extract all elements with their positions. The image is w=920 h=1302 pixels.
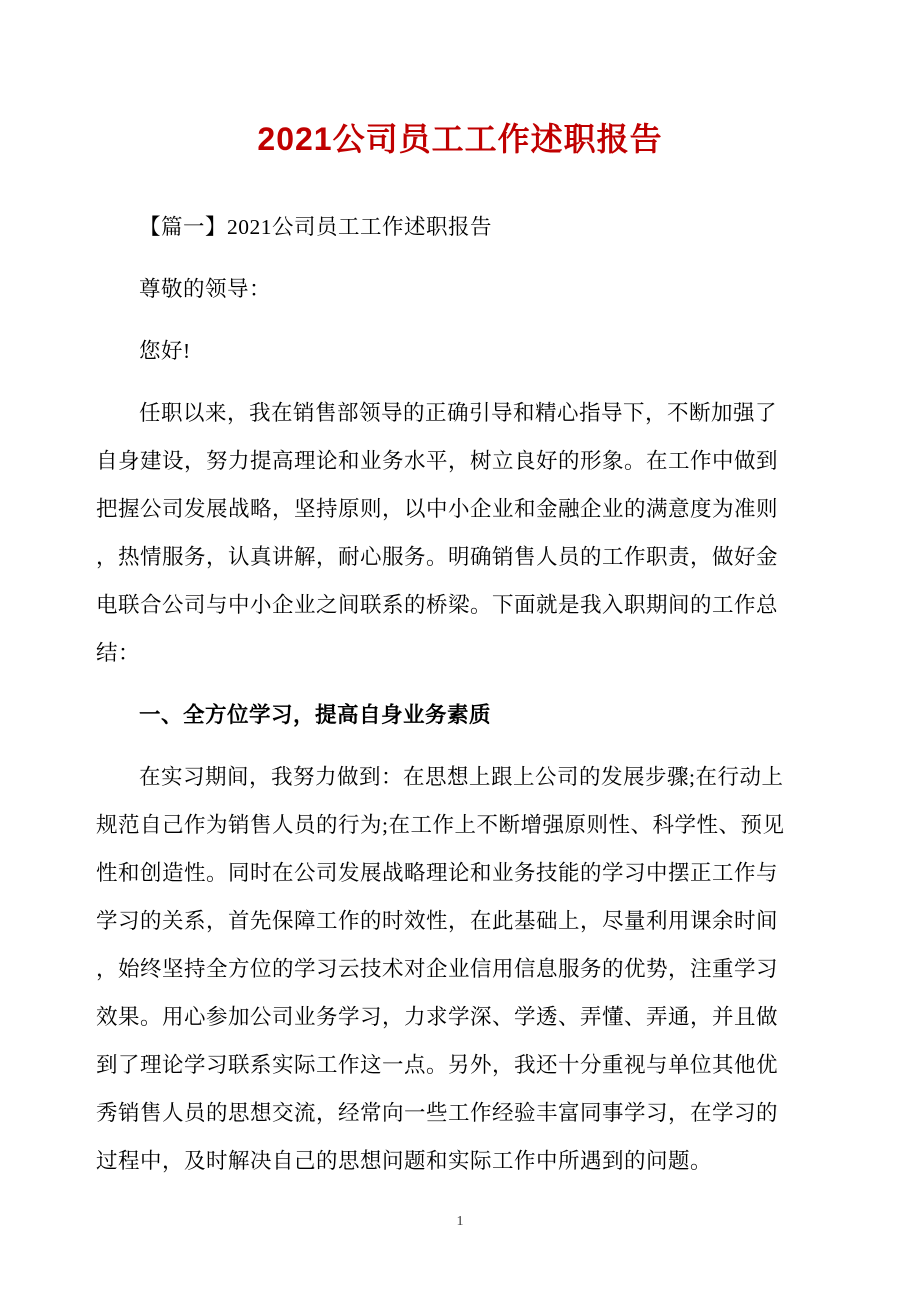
text-line: 到了理论学习联系实际工作这一点。另外，我还十分重视与单位其他优: [96, 1053, 779, 1077]
text-line: 您好!: [139, 339, 191, 363]
paragraph: [96, 265, 800, 313]
paragraph: [96, 203, 800, 251]
text-line: 尊敬的领导：: [139, 277, 272, 301]
text-line: 过程中，及时解决自己的思想问题和实际工作中所遇到的问题。: [96, 1149, 713, 1173]
document-body: [0, 203, 920, 1185]
text-line: 规范自己作为销售人员的行为;在工作上不断增强原则性、科学性、预见: [96, 813, 785, 837]
text-line: 电联合公司与中小企业之间联系的桥梁。下面就是我入职期间的工作总: [96, 593, 779, 617]
text-line: 在实习期间，我努力做到：在思想上跟上公司的发展步骤;在行动上: [139, 765, 784, 789]
text-line: 【篇一】2021公司员工工作述职报告: [139, 215, 493, 239]
text-line: 秀销售人员的思想交流，经常向一些工作经验丰富同事学习，在学习的: [96, 1101, 779, 1125]
paragraph: [96, 327, 800, 375]
text-line: ，始终坚持全方位的学习云技术对企业信用信息服务的优势，注重学习: [96, 957, 779, 981]
section-heading: [96, 691, 800, 739]
text-line: 结：: [96, 641, 141, 665]
paragraph: [96, 753, 800, 1185]
page-number: 1: [456, 1214, 464, 1229]
text-line: 性和创造性。同时在公司发展战略理论和业务技能的学习中摆正工作与: [96, 861, 779, 885]
text-line: ，热情服务，认真讲解，耐心服务。明确销售人员的工作职责，做好金: [96, 545, 779, 569]
paragraph: [96, 389, 800, 677]
text-line: 效果。用心参加公司业务学习，力求学深、学透、弄懂、弄通，并且做: [96, 1005, 779, 1029]
document-title: 2021公司员工工作述职报告: [257, 121, 663, 157]
text-line: 自身建设，努力提高理论和业务水平，树立良好的形象。在工作中做到: [96, 449, 779, 473]
text-line: 学习的关系，首先保障工作的时效性，在此基础上，尽量利用课余时间: [96, 909, 779, 933]
text-line: 把握公司发展战略，坚持原则，以中小企业和金融企业的满意度为准则: [96, 497, 779, 521]
text-line: 一、全方位学习，提高自身业务素质: [139, 703, 492, 727]
text-line: 任职以来，我在销售部领导的正确引导和精心指导下，不断加强了: [139, 401, 778, 425]
